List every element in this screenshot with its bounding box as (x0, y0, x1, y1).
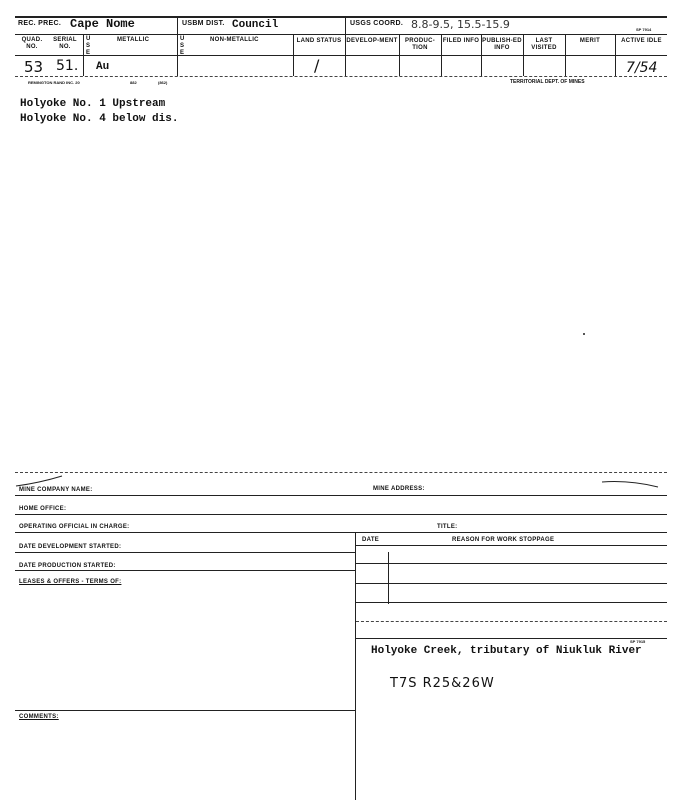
row-metallic: Au (96, 61, 110, 73)
col-active-idle: ACTIVE IDLE (621, 38, 662, 44)
pen-stroke (14, 474, 74, 488)
col-development: DEVELOP-MENT (346, 38, 398, 44)
lower-top-line (15, 472, 667, 473)
col-merit: MERIT (579, 38, 601, 44)
header-separator (15, 34, 667, 35)
notes-block (20, 97, 178, 127)
note-line-2: Holyoke No. 4 below dis. (20, 113, 179, 125)
line-stop-4 (356, 621, 667, 622)
col-use: U S E (86, 36, 91, 56)
pen-stroke-2 (600, 478, 660, 490)
rec-prec-label: REC. PREC. (18, 20, 62, 27)
line-prod-started (15, 570, 355, 571)
row-active-idle: 7/54 (626, 60, 658, 76)
col-production: PRODUC-TION (404, 38, 436, 51)
line-home-office (15, 514, 667, 515)
line-stop-3 (356, 602, 667, 603)
date-prod-started-label: DATE PRODUCTION STARTED: (19, 563, 116, 569)
col-serial-no: SERIAL NO. (53, 37, 77, 50)
row-land-status: / (314, 56, 320, 75)
department-label: TERRITORIAL DEPT. OF MINES (510, 79, 585, 85)
col-metallic: METALLIC (117, 37, 150, 43)
line-dev-started (15, 552, 355, 553)
col-quad-no: QUAD. NO. (21, 37, 43, 50)
divider (177, 16, 178, 34)
township-range: T7S R25&26W (390, 676, 495, 691)
col-land-status: LAND STATUS (296, 38, 342, 44)
usgs-coord-value: 8.8-9.5, 15.5-15.9 (411, 18, 510, 31)
title-label: TITLE: (437, 524, 458, 530)
location-top-line (356, 638, 667, 639)
line-company (15, 495, 667, 496)
col-filed-info: FILED INFO (442, 38, 480, 44)
operating-official-label: OPERATING OFFICIAL IN CHARGE: (19, 524, 130, 530)
col-non-metallic: NON-METALLIC (210, 37, 259, 43)
printer-label: REMINGTON RAND INC. 20 (28, 80, 80, 85)
usgs-coord-label: USGS COORD. (350, 20, 404, 27)
reason-label: REASON FOR WORK STOPPAGE (452, 537, 555, 543)
row-bottom-line (15, 76, 667, 77)
usbm-dist-label: USBM DIST. (182, 20, 225, 27)
col-use-2: U S E (180, 36, 185, 56)
comments-top-line (15, 710, 355, 711)
note-line-1: Holyoke No. 1 Upstream (20, 98, 166, 110)
form-number: SP 7914 (636, 27, 652, 32)
mine-company-name-label: MINE COMPANY NAME: (19, 487, 93, 493)
printer-code: 882 (130, 80, 137, 85)
date-column-divider (388, 552, 389, 604)
line-stop-2 (356, 583, 667, 584)
line-official (15, 532, 667, 533)
line-date-header (356, 545, 667, 546)
scan-speck (583, 333, 585, 335)
location-text: Holyoke Creek, tributary of Niukluk River (371, 645, 642, 657)
form-number-2: SP 7915 (630, 639, 646, 644)
usbm-dist-value: Council (232, 19, 279, 31)
col-published-info: PUBLISH-ED INFO (482, 38, 522, 51)
col-last-visited: LAST VISITED (531, 38, 557, 51)
comments-label: COMMENTS: (19, 714, 59, 720)
line-stop-1 (356, 563, 667, 564)
home-office-label: HOME OFFICE: (19, 506, 67, 512)
divider (345, 16, 346, 34)
leases-label: LEASES & OFFERS - TERMS OF: (19, 579, 122, 585)
row-serial: 51. (56, 58, 79, 74)
printer-code-2: (862) (158, 80, 168, 85)
lower-center-divider (355, 532, 356, 800)
columns-separator (15, 55, 667, 56)
date-dev-started-label: DATE DEVELOPMENT STARTED: (19, 544, 122, 550)
rec-prec-value: Cape Nome (70, 17, 135, 31)
date-label: DATE (362, 537, 380, 543)
mine-address-label: MINE ADDRESS: (373, 486, 425, 492)
row-quad: 53 (24, 58, 44, 76)
